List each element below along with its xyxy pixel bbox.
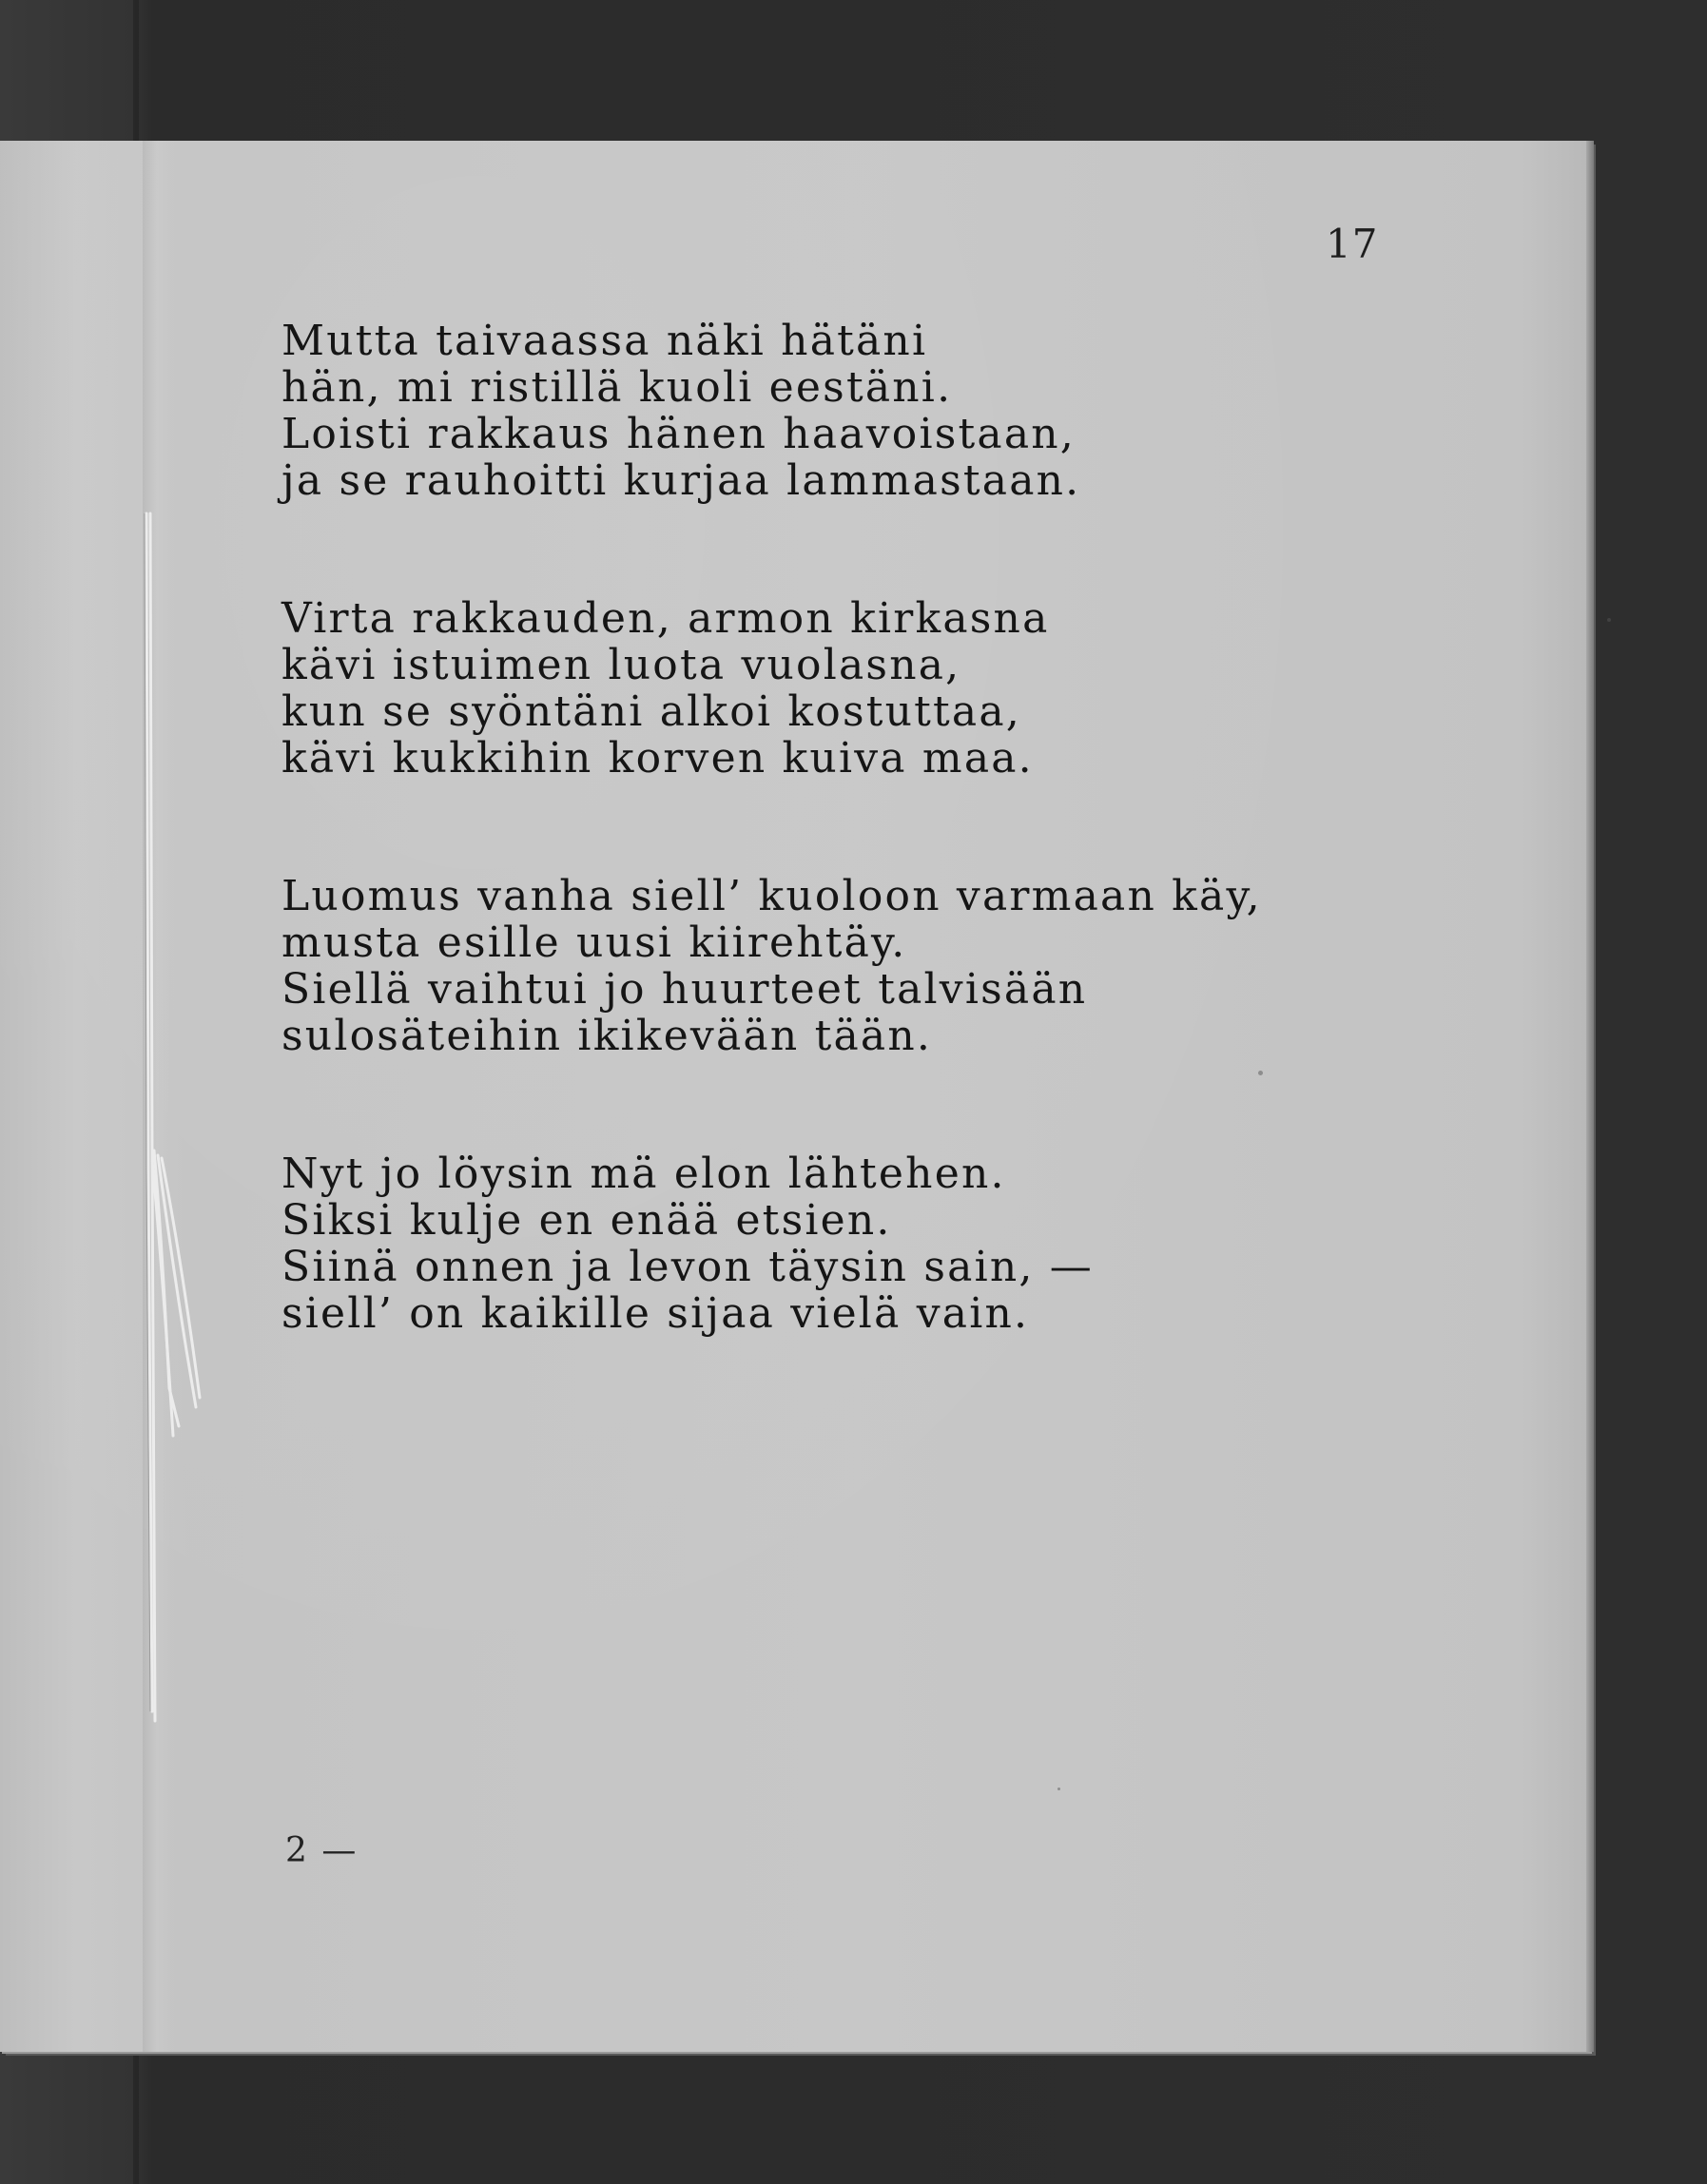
paper-speck xyxy=(1607,618,1611,622)
poem-line: musta esille uusi kiirehtäy. xyxy=(281,918,907,967)
poem-line: Nyt jo löysin mä elon lähtehen. xyxy=(281,1150,1006,1198)
poem-line: Luomus vanha siell’ kuoloon varmaan käy, xyxy=(281,872,1262,920)
stanza-3 xyxy=(281,873,1423,1059)
stanza-1 xyxy=(281,318,1423,504)
page-edge xyxy=(1586,141,1594,2052)
paper-speck xyxy=(1057,1788,1060,1790)
poem-line: Virta rakkauden, armon kirkasna xyxy=(281,594,1050,643)
signature-mark: 2 — xyxy=(285,1831,359,1870)
poem-text xyxy=(281,318,1423,1428)
poem-line: kun se syöntäni alkoi kostuttaa, xyxy=(281,687,1021,736)
poem-line: sulosäteihin ikikevään tään. xyxy=(281,1012,933,1060)
poem-line: Siksi kulje en enää etsien. xyxy=(281,1196,892,1245)
page-fold xyxy=(143,141,171,2052)
poem-line: ja se rauhoitti kurjaa lammastaan. xyxy=(281,456,1081,505)
poem-line: kävi kukkihin korven kuiva maa. xyxy=(281,734,1034,783)
page-number: 17 xyxy=(1326,221,1379,267)
poem-line: siell’ on kaikille sijaa vielä vain. xyxy=(281,1289,1030,1338)
poem-line: Siellä vaihtui jo huurteet talvisään xyxy=(281,965,1088,1014)
poem-line: Mutta taivaassa näki hätäni xyxy=(281,317,928,365)
stanza-2 xyxy=(281,595,1423,782)
stanza-4 xyxy=(281,1150,1423,1337)
poem-line: kävi istuimen luota vuolasna, xyxy=(281,641,961,689)
poem-line: hän, mi ristillä kuoli eestäni. xyxy=(281,363,953,412)
poem-line: Siinä onnen ja levon täysin sain, — xyxy=(281,1243,1094,1291)
poem-line: Loisti rakkaus hänen haavoistaan, xyxy=(281,410,1076,458)
